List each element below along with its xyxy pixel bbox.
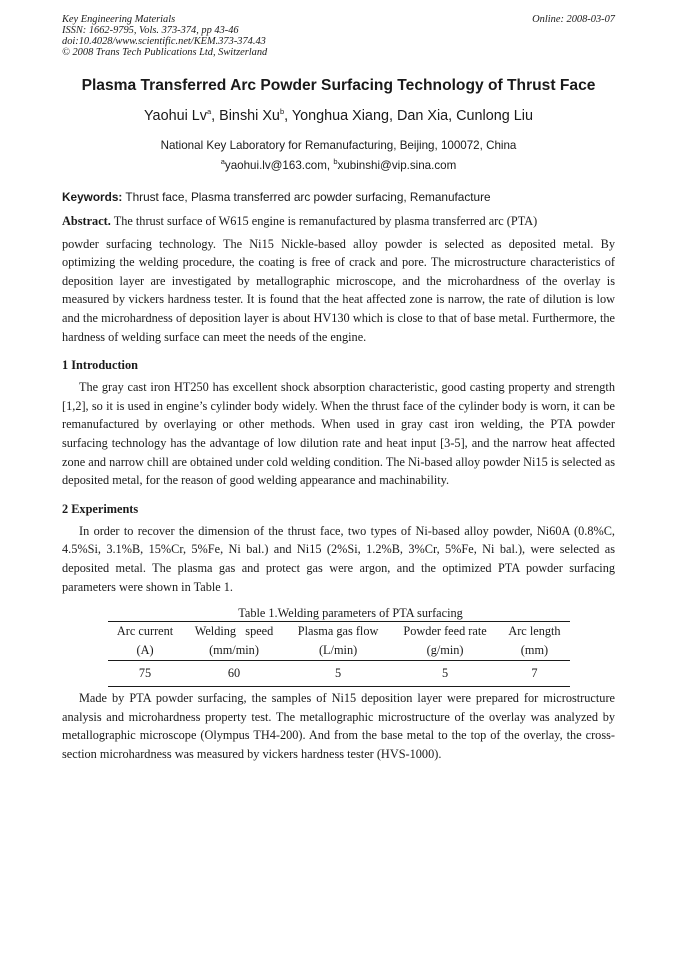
author-list (62, 108, 615, 124)
table-cell: 5 (285, 661, 390, 687)
email-a-sup: a (220, 157, 225, 167)
welding-parameters-table (108, 621, 570, 687)
journal-header (62, 14, 615, 58)
keywords-text: Thrust face, Plasma transferred arc powder surfacing, Remanufacture (122, 190, 491, 204)
online-date: Online: 2008-03-07 (532, 14, 615, 25)
issn-line: ISSN: 1662-9795, Vols. 373-374, pp 43-46 (62, 25, 239, 36)
paper-title: Plasma Transferred Arc Powder Surfacing Technology of Thrust Face (81, 77, 596, 94)
author-1: Yaohui Lv (144, 108, 207, 124)
keywords (62, 190, 615, 204)
table-header-cell: Arc current (108, 622, 183, 642)
abstract-first-text: The thrust surface of W615 engine is remanufactured by plasma transferred arc (PTA) (110, 214, 538, 228)
abstract-first-line (62, 212, 615, 231)
author-2: Binshi Xu (219, 108, 280, 124)
doi-line: doi:10.4028/www.scientific.net/KEM.373-374.43 (62, 36, 266, 47)
journal-name: Key Engineering Materials (62, 14, 176, 25)
table-unit-cell: (g/min) (391, 641, 500, 661)
paper-page (62, 14, 615, 763)
author-1-sup: a (206, 107, 212, 117)
table-units-row (108, 641, 570, 661)
table-1 (62, 606, 615, 687)
affiliation: National Key Laboratory for Remanufacturing, Beijing, 100072, China (160, 139, 517, 152)
experiments-paragraph: In order to recover the dimension of the thrust face, two types of Ni-based alloy powder, Ni60A (0.8%C, 4.5%Si, 3.1%B, 15%Cr, 5%Fe, Ni bal.) and Ni15 (2%Si, 1.2%B, 3%Cr, 5%Fe, Ni bal.), were selected as deposited metal. The plasma gas and protect gas were argon, and the optimized PTA powder surfacing parameters were shown in Table 1. (62, 523, 615, 594)
keywords-label: Keywords: (62, 190, 123, 204)
abstract-label: Abstract. (62, 214, 111, 228)
author-2-sup: b (279, 107, 285, 117)
abstract-body: powder surfacing technology. The Ni15 Nickle-based alloy powder is selected as deposited metal. By optimizing the welding procedure, the coating is free of crack and pore. The microstructure characteristics of deposition layer are investigated by metallographic microscope, and the microhardness of the overlay is measured by vickers hardness tester. It is found that the heat affected zone is narrow, the rate of dilution is low and the microhardness of deposition layer is about HV130 which is close to that of base metal. Furthermore, the hardness of welding surface can meet the needs of the engine. (62, 236, 615, 344)
table-caption: Table 1.Welding parameters of PTA surfacing (238, 606, 463, 621)
table-row (108, 661, 570, 687)
copyright-line: © 2008 Trans Tech Publications Ltd, Switzerland (62, 47, 268, 58)
table-unit-cell: (A) (108, 641, 183, 661)
table-header-cell: Powder feed rate (391, 622, 500, 642)
post-table-paragraph: Made by PTA powder surfacing, the samples of Ni15 deposition layer were prepared for microstructure analysis and microhardness property test. The metallographic microstructure of the overlay was analyzed by metallographic microscope (Olympus TH4-200). And from the base metal to the top of the overlay, the cross-section microhardness was measured by vickers hardness tester (HVS-1000). (62, 691, 615, 761)
email-b-sup: b (333, 157, 338, 167)
email-a: yaohui.lv@163.com, (224, 159, 334, 172)
section-heading-introduction: 1 Introduction (62, 358, 138, 373)
table-unit-cell: (L/min) (285, 641, 390, 661)
table-header-row (108, 622, 570, 642)
author-emails (62, 159, 615, 172)
table-unit-cell: (mm/min) (183, 641, 286, 661)
abstract (62, 212, 615, 346)
table-unit-cell: (mm) (499, 641, 569, 661)
table-header-cell: Welding speed (183, 622, 286, 642)
table-cell: 75 (108, 661, 183, 687)
email-b: xubinshi@vip.sina.com (337, 159, 457, 172)
author-sep: , (211, 108, 220, 124)
introduction-paragraph: The gray cast iron HT250 has excellent shock absorption characteristic, good casting property and strength [1,2], so it is used in engine’s cylinder body widely. When the thrust face of the cylinder body is worn, it can be remanufactured by overlaying or other methods. When used in gray cast iron welding, the PTA powder surfacing technology has the advantage of low dilution rate and heat input [3-5], and the narrow heat affected zone and narrow chill are obtained under cold welding condition. The Ni-based alloy powder Ni15 is selected as deposited metal, for the reason of good welding appearance and machinability. (62, 380, 615, 488)
table-cell: 60 (183, 661, 286, 687)
author-rest: , Yonghua Xiang, Dan Xia, Cunlong Liu (284, 108, 533, 124)
table-header-cell: Arc length (499, 622, 569, 642)
section-heading-experiments: 2 Experiments (62, 501, 139, 516)
table-cell: 5 (391, 661, 500, 687)
table-cell: 7 (499, 661, 569, 687)
table-header-cell: Plasma gas flow (285, 622, 390, 642)
